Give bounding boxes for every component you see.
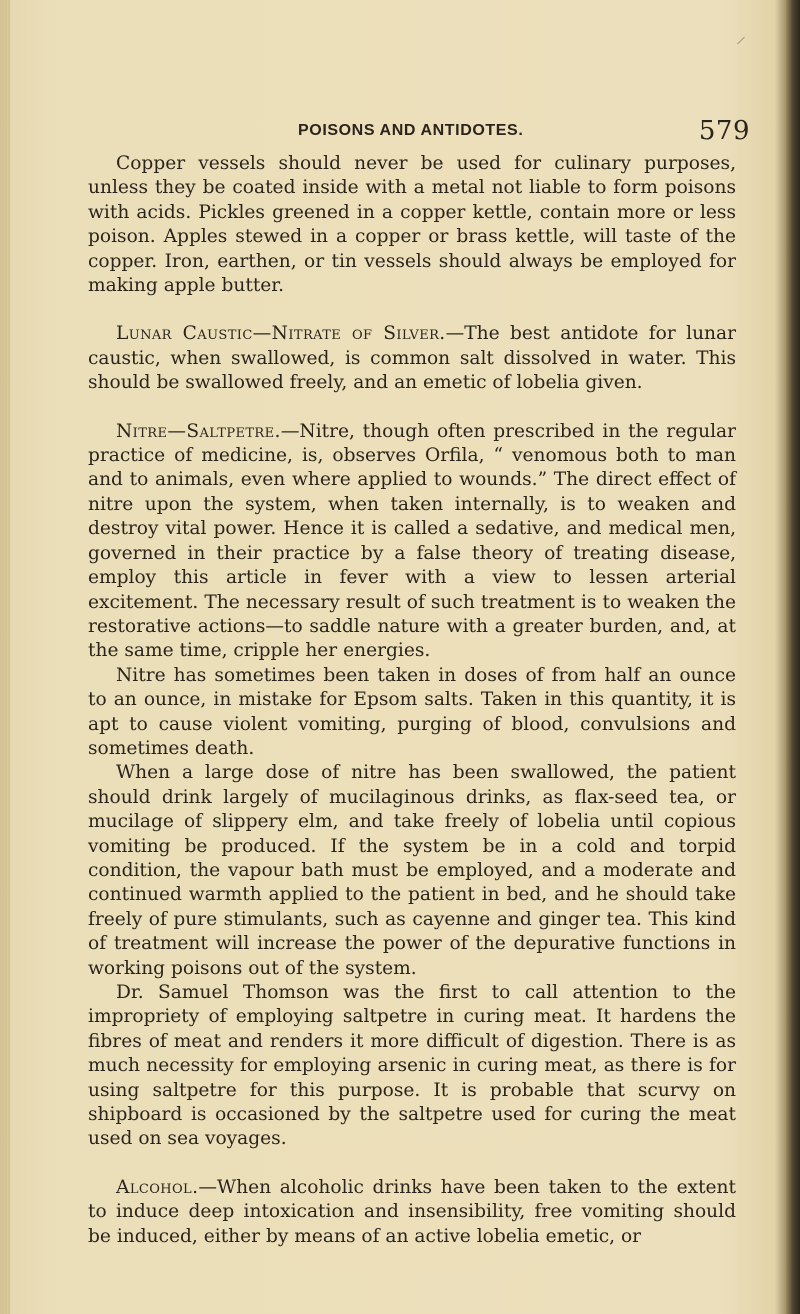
paragraph-lunar-caustic	[88, 322, 736, 395]
section-heading: Alcohol.	[116, 1176, 199, 1198]
paragraph-text: —When alcoholic drinks have been taken to the extent to induce deep intoxication and insensibility, free vomiting should be induced, either by means of an active lobelia emetic, or	[88, 1176, 736, 1247]
page-header	[90, 112, 750, 148]
paragraph-text: When a large dose of nitre has been swallowed, the patient should drink largely of mucilaginous drinks, as flax-seed tea, or mucilage of slippery elm, and take freely of lobelia until copious vomiting be produced. If the system be in a cold and torpid condition, the vapour bath must be employed, and a moderate and continued warmth applied to the patient in bed, and he should take freely of pure stimulants, such as cayenne and ginger tea. This kind of treatment will increase the power of the depurative functions in working poisons out of the system.	[88, 762, 736, 979]
paragraph-nitre	[88, 420, 736, 664]
paragraph-nitre-doses	[88, 664, 736, 762]
paragraph-text: —Nitre, though often prescribed in the regular practice of medicine, is, observes Orfila, “ venomous both to man and to animals, even where applied to wounds.” The direct effect of nitre upon the system, when taken internally, is to weaken and destroy vital power. Hence it is called a sedative, and medical men, governed in their practice by a false theory of treating disease, employ this article in fever with a view to lessen arterial excitement. The necessary result of such treatment is to weaken the restorative actions—to saddle nature with a greater burden, and, at the same time, cripple her energies.	[88, 420, 736, 662]
paragraph-text: Nitre has sometimes been taken in doses of from half an ounce to an ounce, in mistake for Epsom salts. Taken in this quantity, it is apt to cause violent vomiting, purging of blood, convulsions and sometimes death.	[88, 664, 736, 759]
section-heading: Nitre—Saltpetre.	[116, 420, 281, 442]
pencil-mark	[737, 37, 745, 45]
running-head: POISONS AND ANTIDOTES.	[298, 122, 524, 139]
paragraph-saltpetre-meat	[88, 981, 736, 1152]
paragraph-text: Dr. Samuel Thomson was the first to call attention to the impropriety of employing saltpetre in curing meat. It hardens the fibres of meat and renders it more difficult of digestion. There is as much necessity for employing arsenic in curing meat, as there is for using saltpetre for this purpose. It is probable that scurvy on shipboard is occasioned by the saltpetre used for curing the meat used on sea voyages.	[88, 982, 736, 1150]
section-heading: Lunar Caustic—Nitrate of Silver.	[116, 323, 446, 345]
paragraph-alcohol	[88, 1176, 736, 1249]
paragraph-text: Copper vessels should never be used for culinary purposes, unless they be coated inside with a metal not liable to form poisons with acids. Pickles greened in a copper kettle, contain more or less poison. Apples stewed in a copper or brass kettle, will taste of the copper. Iron, earthen, or tin vessels should always be employed for making apple butter.	[88, 153, 736, 297]
paragraph-text: —The best antidote for lunar caustic, when swallowed, is common salt dissolved in water. This should be swallowed freely, and an emetic of lobelia given.	[88, 323, 736, 394]
page-left-edge	[0, 0, 10, 1314]
page-number: 579	[698, 116, 750, 146]
body-text	[88, 152, 736, 1249]
page-right-edge	[786, 0, 800, 1314]
paragraph-nitre-treatment	[88, 761, 736, 981]
paragraph-copper-vessels	[88, 152, 736, 298]
